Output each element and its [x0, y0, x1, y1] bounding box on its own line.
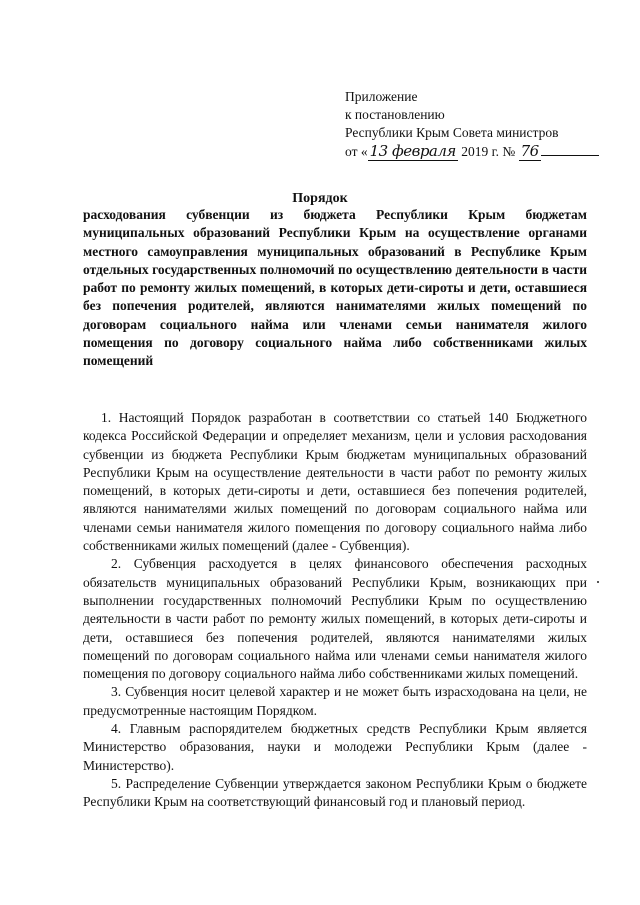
- scan-speck: [597, 581, 599, 583]
- paragraph-3: 3. Субвенция носит целевой характер и не может быть израсходована на цели, не предусмотренные настоящим Порядком.: [83, 684, 587, 718]
- document-body: [83, 409, 587, 812]
- paragraph-1: 1. Настоящий Порядок разработан в соответствии со статьей 140 Бюджетного кодекса Российской Федерации и определяет механизм, цели и условия расходования субвенции из бюджета Республики Крым бюджетам муниципальных образований Республики Крым на осуществление деятельности в части работ по ремонту жилых помещений, в которых дети-сироты и дети, оставшиеся без попечения родителей, являются нанимателями жилых помещений по договорам социального найма или членами семьи нанимателя жилого помещения по договору социального найма либо собственниками жилых помещений (далее - Субвенция).: [83, 410, 587, 554]
- appendix-date-number: [345, 142, 615, 161]
- appendix-reference: к постановлению: [345, 107, 445, 122]
- handwritten-number: 76: [520, 142, 539, 160]
- handwritten-date: 13 февраля: [369, 142, 456, 160]
- paragraph-2: 2. Субвенция расходуется в целях финансового обеспечения расходных обязательств муниципальных образований Республики Крым, возникающих при выполнении государственных полномочий Республики Крым по осуществлению деятельности в части работ по ремонту жилых помещений, в которых дети-сироты и дети, оставшиеся без попечения родителей, являются нанимателями жилых помещений по договорам социального найма или членами семьи нанимателя жилого помещения по договору социального найма либо собственниками жилых помещений.: [83, 556, 587, 682]
- appendix-issuer: Республики Крым Совета министров: [345, 125, 559, 140]
- document-subtitle: расходования субвенции из бюджета Республики Крым бюджетам муниципальных образований Республики Крым на осуществление органами местного самоуправления муниципальных образований в Республике Крым отдельных государственных полномочий по осуществлению деятельности в части работ по ремонту жилых помещений, в которых дети-сироты и дети, оставшиеся без попечения родителей, являются нанимателями жилых помещений по договорам социального найма или членами семьи нанимателя жилого помещения по договору социального найма либо собственниками жилых помещений: [83, 207, 587, 369]
- number-underline: [541, 155, 599, 156]
- document-title: Порядок: [292, 191, 348, 206]
- date-prefix: от «: [345, 144, 368, 159]
- paragraph-5: 5. Распределение Субвенции утверждается законом Республики Крым о бюджете Республики Крым на соответствующий финансовый год и плановый период.: [83, 775, 587, 810]
- appendix-label: Приложение: [345, 89, 418, 104]
- paragraph-4: 4. Главным распорядителем бюджетных средств Республики Крым является Министерство образования, науки и молодежи Республики Крым (далее - Министерство).: [83, 721, 587, 773]
- appendix-header: [345, 88, 615, 161]
- date-suffix: 2019 г. №: [457, 144, 516, 159]
